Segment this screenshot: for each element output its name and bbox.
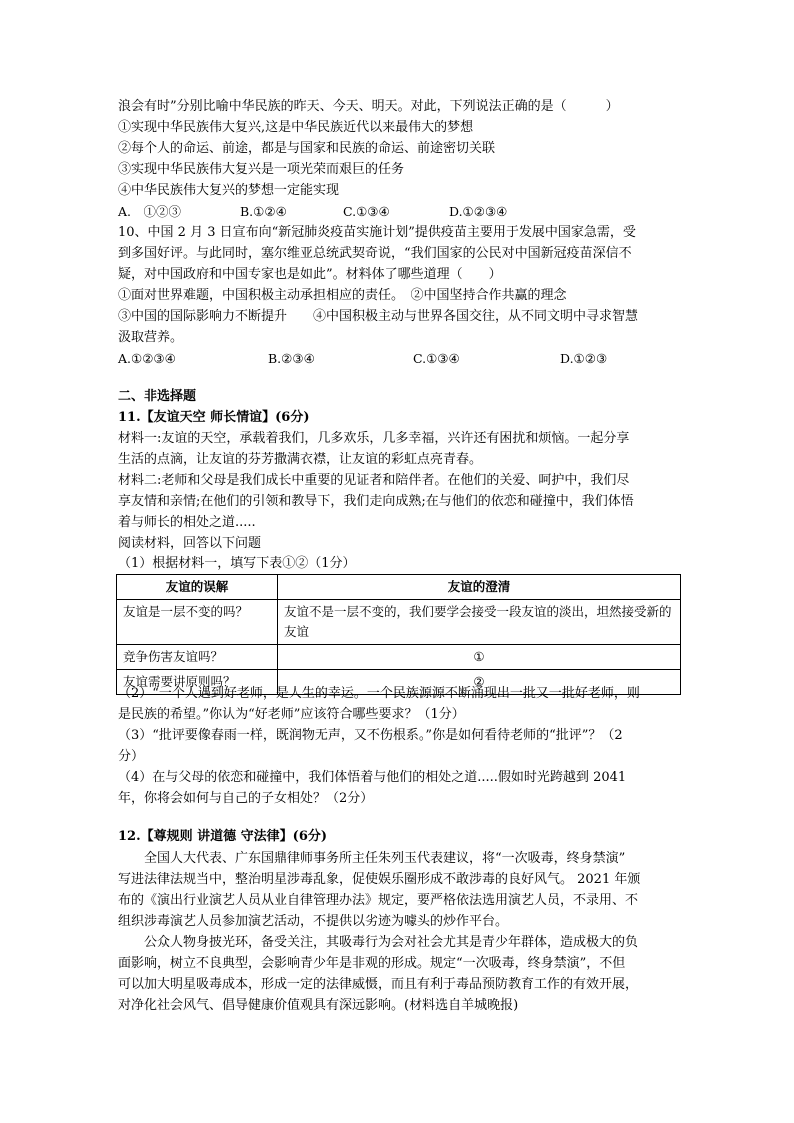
q9-option-d: D.①②③④ (449, 204, 508, 219)
q11-material1-line2: 生活的点滴，让友谊的芬芳撒满衣襟，让友谊的彩虹点亮青春。 (118, 452, 483, 467)
answer-blank-2: ② (278, 670, 681, 695)
q11-material2-line1: 材料二:老师和父母是我们成长中重要的见证者和陪伴者。在他们的关爱、呵护中，我们尽 (118, 473, 630, 488)
table-row (117, 600, 681, 645)
q12-para1-line3: 布的《演出行业演艺人员从业自律管理办法》规定，要严格依法选用演艺人员，不录用、不 (118, 893, 639, 908)
table-header-clarification: 友谊的澄清 (278, 575, 681, 600)
q10-stem-2: 到多国好评。与此同时，塞尔维亚总统武契奇说，“我们国家的公民对中国新冠疫苗深信不 (118, 246, 632, 261)
q10-statement-1: ①面对世界难题，中国积极主动承担相应的责任。 ②中国坚持合作共赢的理念 (118, 288, 567, 303)
table-row (117, 645, 681, 670)
q11-material1-line1: 材料一:友谊的天空，承载着我们，几多欢乐，几多幸福，兴许还有困扰和烦恼。一起分享 (118, 431, 630, 446)
q11-sub3-line2: 分） (118, 749, 145, 764)
q12-title: 12.【尊规则 讲道德 守法律】(6分) (118, 829, 328, 844)
table-cell: 友谊需要讲原则吗？ (117, 670, 278, 695)
q10-statement-3: 汲取营养。 (118, 330, 184, 345)
q12-para1-line2: 写进法律法规当中，整治明星涉毒乱象，促使娱乐圈形成不敢涉毒的良好风气。 2021 年颁 (118, 872, 641, 887)
q11-sub4-line2: 年，你将会如何与自己的子女相处？（2分） (118, 791, 374, 806)
q12-para1-line4: 组织涉毒演艺人员参加演艺活动，不提供以劣迹为噱头的炒作平台。 (118, 914, 509, 929)
q11-title: 11.【友谊天空 师长情谊】(6分) (118, 410, 310, 425)
table-cell: 竞争伤害友谊吗？ (117, 645, 278, 670)
table-cell: 友谊不是一层不变的，我们要学会接受一段友谊的淡出，坦然接受新的友谊 (278, 600, 681, 645)
q9-option-b: B.①②④ (240, 204, 287, 219)
q11-sub1: （1）根据材料一，填写下表①②（1分） (118, 556, 356, 571)
section-title: 二、非选择题 (118, 389, 197, 404)
q12-para1-line1: 全国人大代表、广东国鼎律师事务所主任朱列玉代表建议，将“一次吸毒，终身禁演” (118, 851, 626, 866)
q9-statement-1: ①实现中华民族伟大复兴,这是中华民族近代以来最伟大的梦想 (118, 120, 474, 135)
q10-option-a: A.①②③④ (118, 351, 176, 366)
q12-para2-line4: 对净化社会风气、倡导健康价值观具有深远影响。(材料选自羊城晚报) (118, 998, 519, 1013)
answer-blank-1: ① (278, 645, 681, 670)
q10-stem-3: 疑，对中国政府和中国专家也是如此”。材料体了哪些道理（ ） (118, 267, 502, 282)
q9-statement-4: ④中华民族伟大复兴的梦想一定能实现 (118, 183, 340, 198)
q11-material2-line3: 着与师长的相处之道..... (118, 515, 256, 530)
q11-sub3-line1: （3）“批评要像春雨一样，既润物无声，又不伤根系。”你是如何看待老师的“批评”？（2 (118, 728, 623, 743)
q12-para2-line3: 可以加大明星吸毒成本，形成一定的法律威慑，而且有利于毒品预防教育工作的有效开展， (118, 977, 639, 992)
q12-para2-line1: 公众人物身披光环，备受关注，其吸毒行为会对社会尤其是青少年群体，造成极大的负 (118, 935, 639, 950)
table-cell: 友谊是一层不变的吗？ (117, 600, 278, 645)
q11-instruction: 阅读材料，回答以下问题 (118, 536, 262, 551)
q10-statement-2: ③中国的国际影响力不断提升 ④中国积极主动与世界各国交往，从不同文明中寻求智慧 (118, 309, 639, 324)
q10-stem-1: 10、中国 2 月 3 日宣布向“新冠肺炎疫苗实施计划”提供疫苗主要用于发展中国家急需，受 (118, 225, 636, 240)
q11-sub2-line1: （2）“一个人遇到好老师，是人生的幸运。一个民族源源不断涌现出一批又一批好老师，则 (118, 686, 640, 701)
q12-para2-line2: 面影响，树立不良典型，会影响青少年是非观的形成。规定“一次吸毒，终身禁演”，不但 (118, 956, 626, 971)
q10-option-c: C.①③④ (413, 351, 460, 366)
friendship-table (116, 574, 681, 695)
q10-option-d: D.①②③ (560, 351, 608, 366)
q9-option-a: A. ①②③ (118, 204, 182, 219)
table-header-misunderstanding: 友谊的误解 (117, 575, 278, 600)
q11-sub4-line1: （4）在与父母的依恋和碰撞中，我们体悟着与他们的相处之道.....假如时光跨越到 2041 (118, 770, 627, 785)
q9-option-c: C.①③④ (343, 204, 390, 219)
q11-sub2-line2: 是民族的希望。”你认为“好老师”应该符合哪些要求？（1分） (118, 707, 465, 722)
q9-statement-2: ②每个人的命运、前途，都是与国家和民族的命运、前途密切关联 (118, 141, 496, 156)
q11-material2-line2: 享友情和亲情;在他们的引领和教导下，我们走向成熟;在与他们的依恋和碰撞中，我们体悟 (118, 494, 634, 509)
q10-option-b: B.②③④ (268, 351, 315, 366)
q9-stem: 浪会有时”分别比喻中华民族的昨天、今天、明天。对此，下列说法正确的是（ ） (118, 99, 619, 114)
table-header-row (117, 575, 681, 600)
q9-statement-3: ③实现中华民族伟大复兴是一项光荣而艰巨的任务 (118, 162, 405, 177)
